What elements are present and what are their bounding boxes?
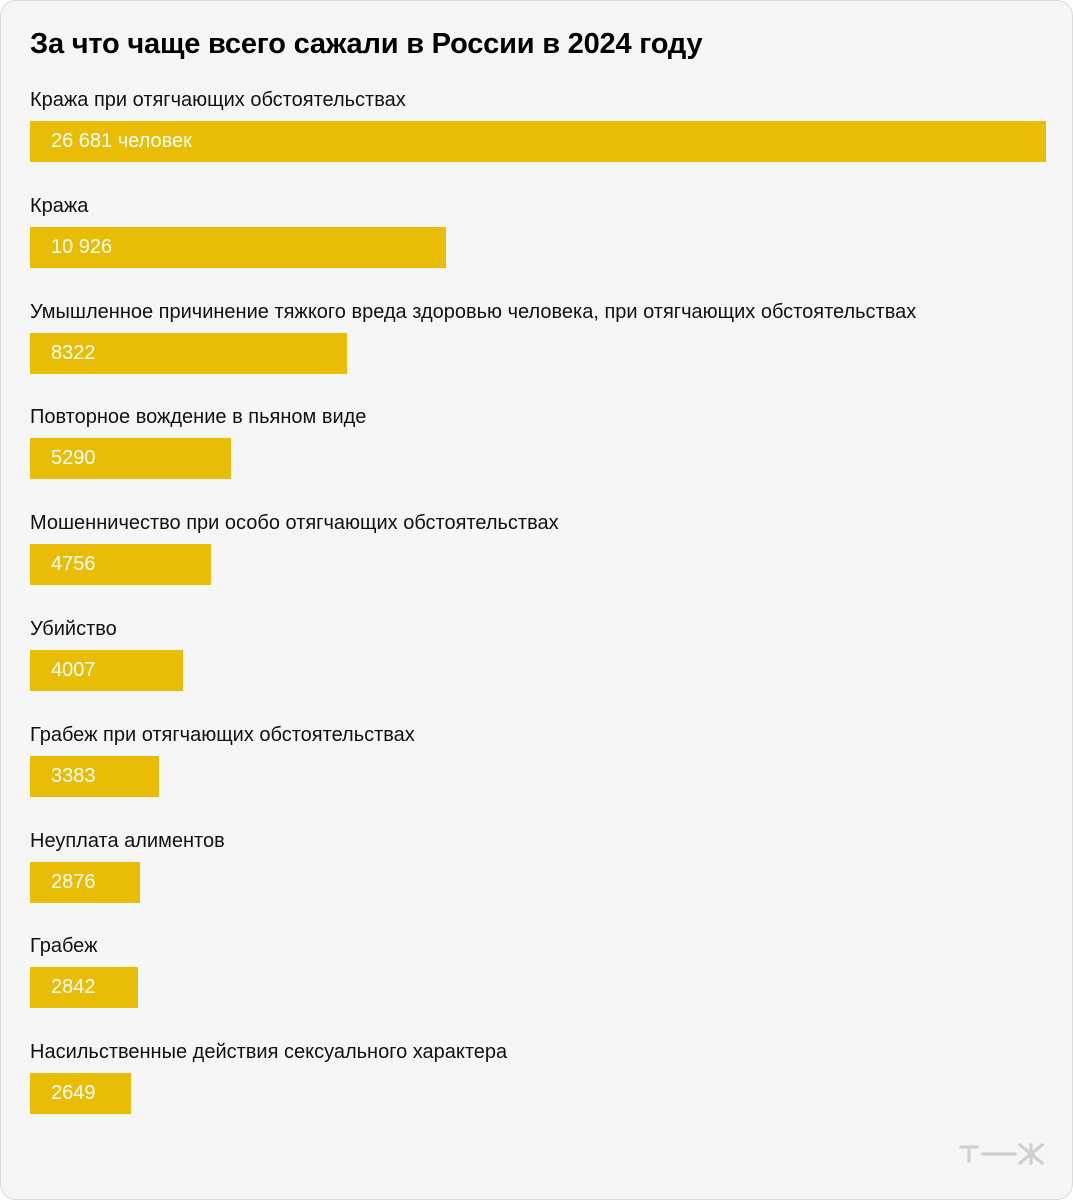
chart-row: [30, 87, 1046, 167]
category-label: Повторное вождение в пьяном виде: [30, 406, 367, 428]
chart-row: [30, 193, 1046, 273]
bar-value-label: 10 926: [51, 236, 113, 258]
category-label: Мошенничество при особо отягчающих обстоятельствах: [30, 512, 559, 534]
chart-title: За что чаще всего сажали в России в 2024 году: [30, 28, 703, 60]
bar-value-label: 2649: [51, 1082, 96, 1104]
chart-row: [30, 404, 1046, 484]
chart-row: [30, 1039, 1046, 1119]
bar: [30, 544, 211, 585]
bar-chart: [1, 1, 1073, 1201]
bar: [30, 756, 159, 797]
bar: [30, 1073, 131, 1114]
chart-row: [30, 616, 1046, 696]
chart-row: [30, 722, 1046, 802]
chart-row: [30, 933, 1046, 1013]
category-label: Неуплата алиментов: [30, 830, 225, 852]
category-label: Кража: [30, 195, 89, 217]
category-label: Грабеж при отягчающих обстоятельствах: [30, 724, 415, 746]
bar-value-label: 5290: [51, 447, 96, 469]
bar: [30, 227, 446, 268]
bar: [30, 333, 347, 374]
tzh-logo-icon: [959, 1141, 1045, 1165]
category-label: Грабеж: [30, 935, 98, 957]
bar-value-label: 2876: [51, 871, 96, 893]
chart-row: [30, 510, 1046, 590]
category-label: Убийство: [30, 618, 117, 640]
bar: [30, 862, 140, 903]
bar-value-label: 4007: [51, 659, 96, 681]
chart-row: [30, 299, 1046, 379]
bar-value-label: 4756: [51, 553, 96, 575]
bar: [30, 967, 138, 1008]
category-label: Кража при отягчающих обстоятельствах: [30, 89, 406, 111]
category-label: Насильственные действия сексуального характера: [30, 1041, 508, 1063]
category-label: Умышленное причинение тяжкого вреда здоровью человека, при отягчающих обстоятельствах: [30, 301, 917, 323]
bar: [30, 121, 1046, 162]
bar-value-label: 26 681 человек: [51, 130, 192, 152]
bar: [30, 650, 183, 691]
bar-value-label: 2842: [51, 976, 96, 998]
bar-value-label: 8322: [51, 342, 96, 364]
chart-row: [30, 828, 1046, 908]
bar: [30, 438, 231, 479]
bar-value-label: 3383: [51, 765, 96, 787]
